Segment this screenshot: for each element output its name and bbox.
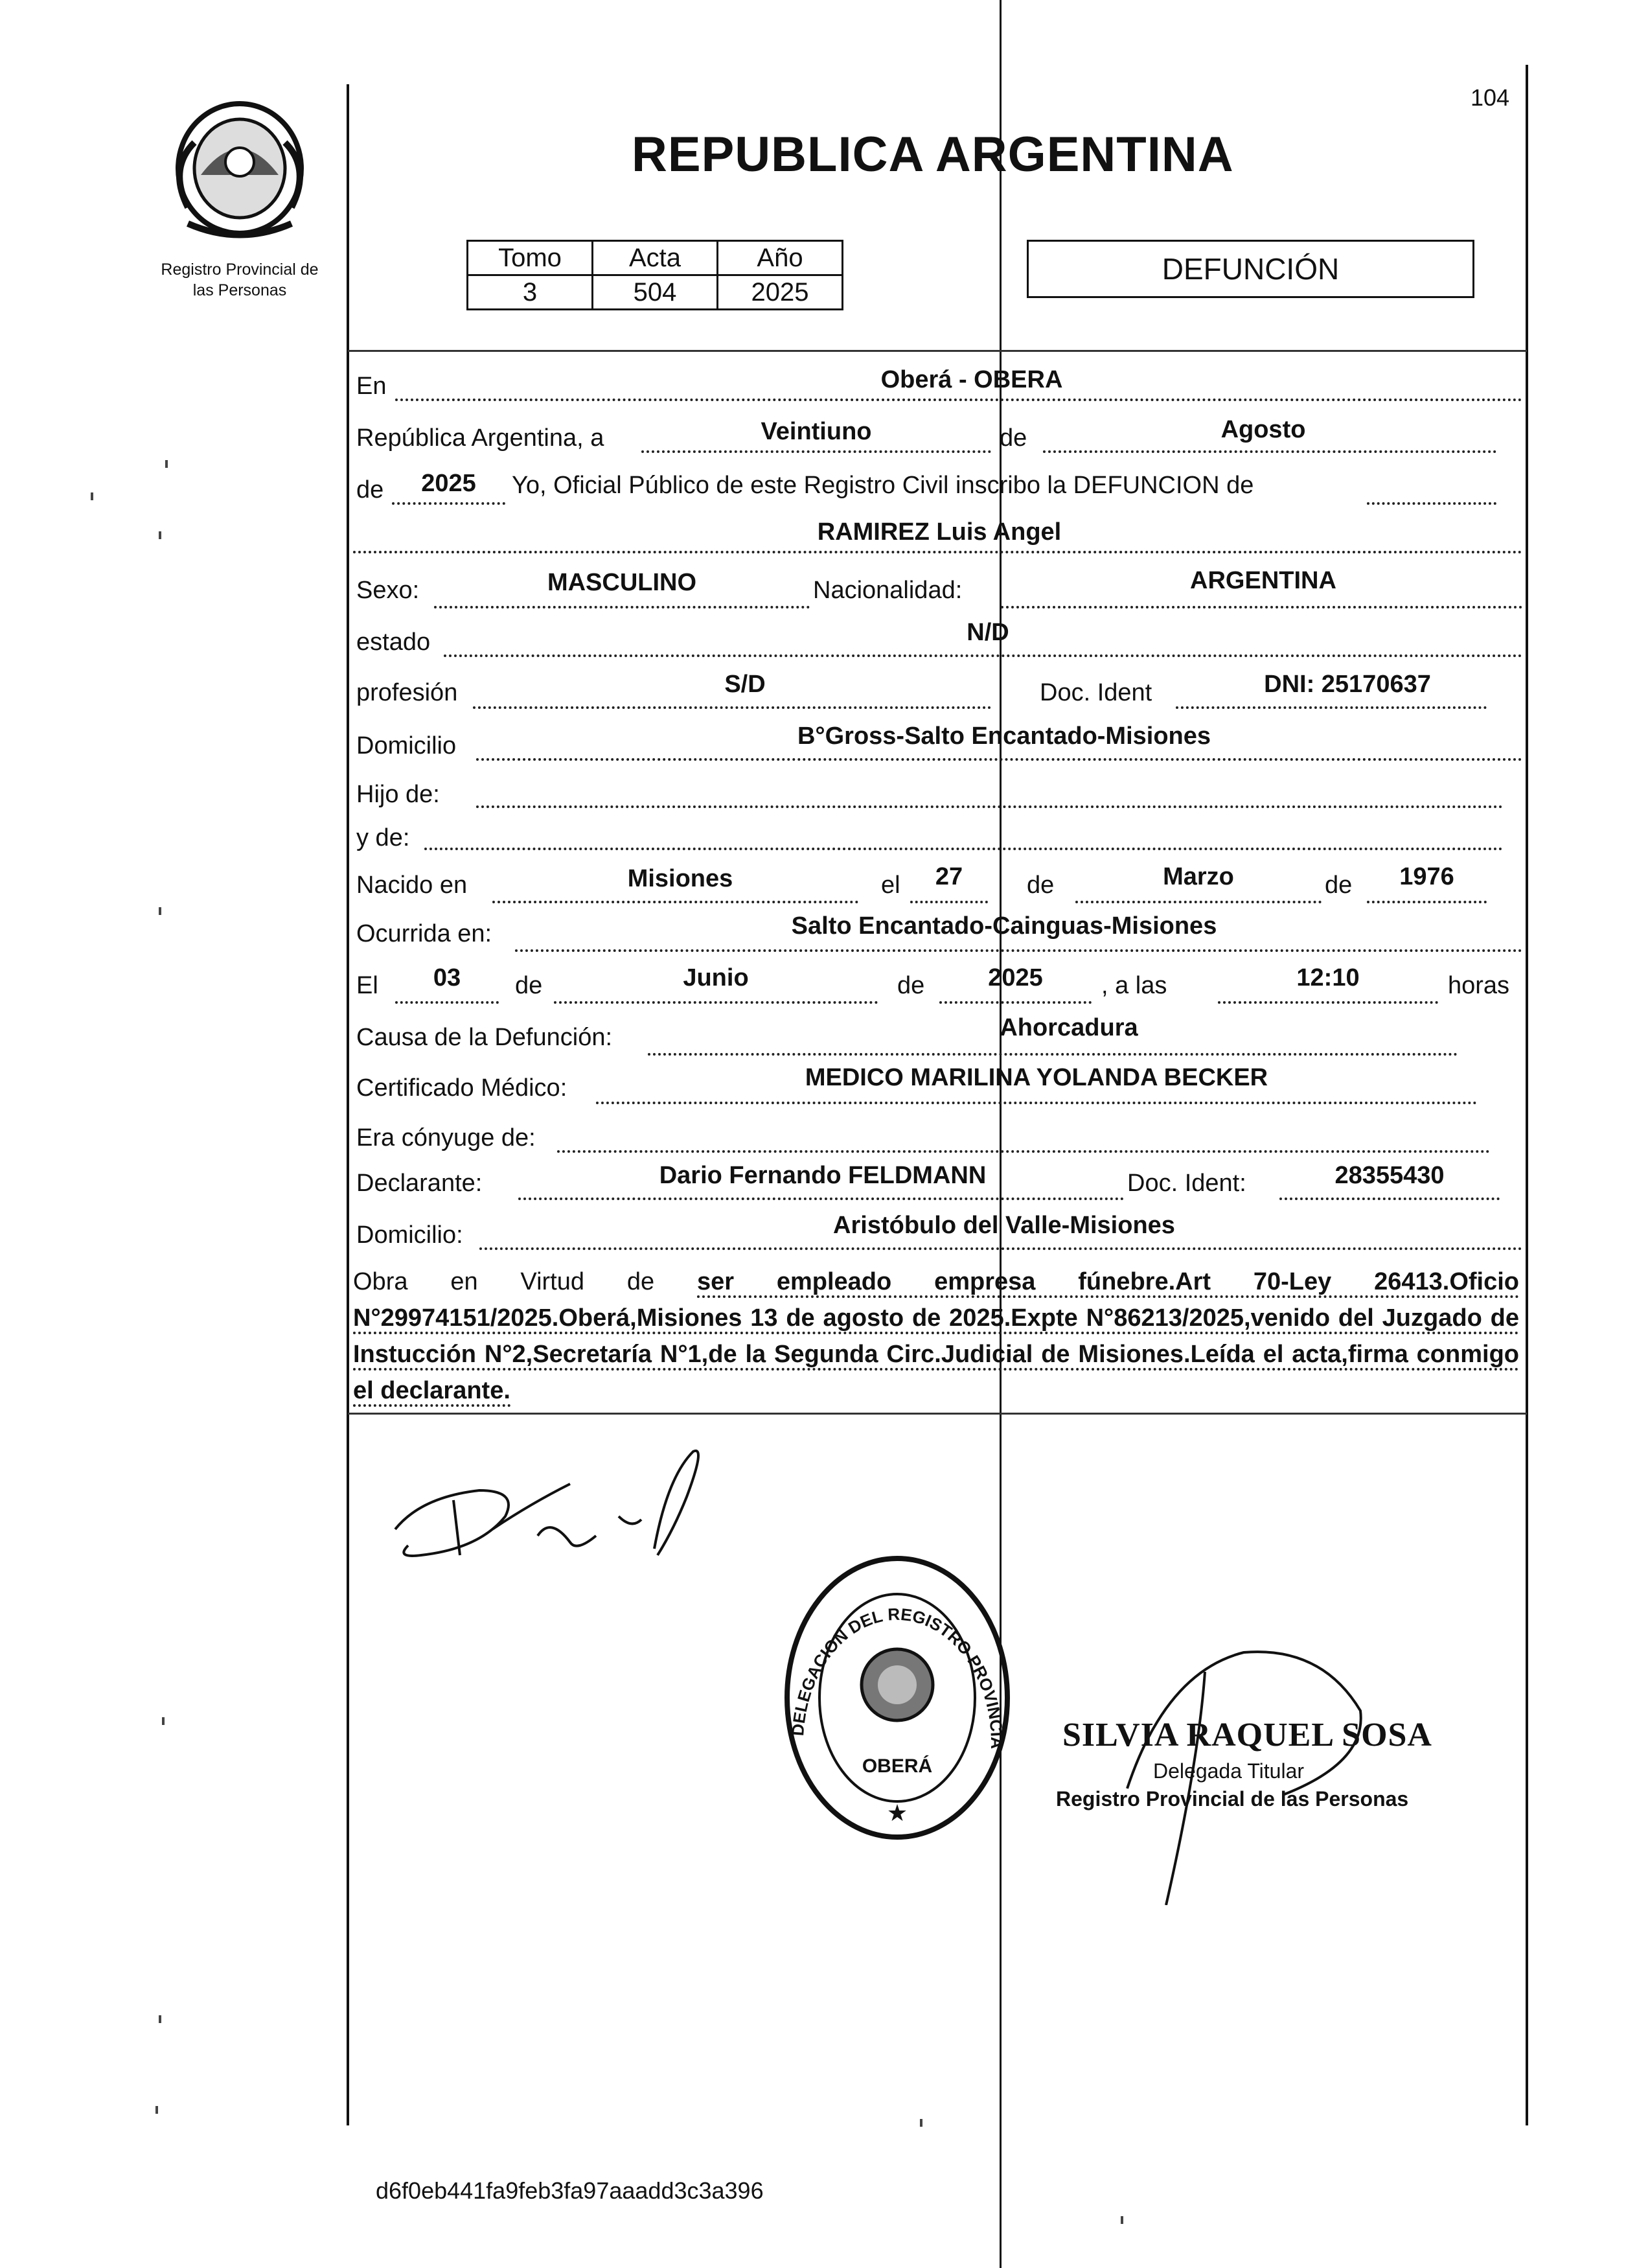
causa-line bbox=[648, 1053, 1458, 1056]
ocurrida-label: Ocurrida en: bbox=[356, 920, 492, 947]
death-day-line bbox=[395, 1001, 499, 1004]
estado-label: estado bbox=[356, 629, 431, 656]
en-value: Oberá - OBERA bbox=[880, 366, 1063, 393]
obra-prefix: Obra en Virtud de bbox=[353, 1268, 655, 1295]
org-name-line1: Registro Provincial de bbox=[161, 260, 319, 279]
registrar-org: Registro Provincial de las Personas bbox=[1056, 1787, 1409, 1811]
conyuge-line bbox=[557, 1150, 1490, 1153]
de-label-2: de bbox=[356, 476, 384, 503]
death-month-line bbox=[554, 1001, 878, 1004]
registry-header-ano: Año bbox=[718, 241, 843, 275]
conyuge-label: Era cónyuge de: bbox=[356, 1124, 536, 1151]
name-line bbox=[353, 551, 1522, 553]
doc-ident-label: Doc. Ident bbox=[1040, 679, 1152, 706]
registry-header-acta: Acta bbox=[593, 241, 718, 275]
de-label-4: de bbox=[1325, 872, 1353, 899]
ocurrida-line bbox=[515, 949, 1522, 952]
month-line bbox=[1043, 450, 1496, 453]
profesion-line bbox=[473, 706, 991, 709]
header-separator bbox=[348, 350, 1527, 352]
page-title: REPUBLICA ARGENTINA bbox=[632, 127, 1234, 182]
causa-label: Causa de la Defunción: bbox=[356, 1024, 613, 1051]
death-time: 12:10 bbox=[1296, 964, 1360, 991]
declarante-value: Dario Fernando FELDMANN bbox=[659, 1162, 987, 1189]
de-label-5: de bbox=[515, 972, 543, 999]
registry-table bbox=[466, 240, 843, 310]
hijo-line bbox=[476, 805, 1503, 808]
declarant-signature bbox=[382, 1439, 719, 1594]
nacido-month: Marzo bbox=[1163, 863, 1234, 890]
sexo-label: Sexo: bbox=[356, 577, 420, 604]
en-label: En bbox=[356, 373, 387, 400]
decl-dom-label: Domicilio: bbox=[356, 1221, 463, 1249]
obra-text: ser empleado empresa fúnebre.Art 70-Ley 26413.Oficio N°29974151/2025.Oberá,Misiones 13 de agosto de 2025.Expte N°86213/2025,venido del Juzgado de Instucción N°2,Secretaría N°1,de la Segunda Circ.Judicial de Misiones.Leída el acta,firma conmigo el declarante. bbox=[353, 1268, 1519, 1407]
stamp-ring-text: DELEGACION DEL REGISTRO PROVINCIA bbox=[788, 1604, 1007, 1750]
day-words-value: Veintiuno bbox=[761, 418, 872, 445]
yde-label: y de: bbox=[356, 824, 410, 851]
left-margin-line bbox=[347, 84, 349, 2125]
sexo-value: MASCULINO bbox=[547, 569, 697, 596]
declarante-line bbox=[518, 1198, 1124, 1200]
nacido-day: 27 bbox=[935, 863, 963, 890]
full-name: RAMIREZ Luis Angel bbox=[817, 518, 1062, 546]
registry-header-tomo: Tomo bbox=[468, 241, 593, 275]
ocurrida-value: Salto Encantado-Cainguas-Misiones bbox=[791, 912, 1217, 940]
registry-stamp bbox=[777, 1549, 1017, 1847]
nacido-label: Nacido en bbox=[356, 872, 468, 899]
domicilio-value: B°Gross-Salto Encantado-Misiones bbox=[797, 723, 1211, 750]
obra-paragraph bbox=[353, 1264, 1519, 1409]
svg-text:★: ★ bbox=[886, 1799, 908, 1826]
certificado-value: MEDICO MARILINA YOLANDA BECKER bbox=[805, 1064, 1268, 1091]
nacido-value: Misiones bbox=[627, 865, 733, 892]
hijo-label: Hijo de: bbox=[356, 781, 440, 808]
nacido-year-line bbox=[1367, 901, 1487, 903]
nacido-month-line bbox=[1075, 901, 1322, 903]
domicilio-label: Domicilio bbox=[356, 732, 457, 759]
certificado-line bbox=[596, 1102, 1477, 1104]
death-day: 03 bbox=[433, 964, 461, 991]
oficial-text: Yo, Oficial Público de este Registro Civil inscribo la DEFUNCION de bbox=[512, 472, 1254, 499]
de-label-1: de bbox=[1000, 424, 1027, 452]
de-label-6: de bbox=[897, 972, 925, 999]
decl-doc-label: Doc. Ident: bbox=[1127, 1170, 1246, 1197]
decl-doc-value: 28355430 bbox=[1334, 1162, 1445, 1189]
profesion-label: profesión bbox=[356, 679, 458, 706]
profesion-value: S/D bbox=[724, 671, 766, 698]
nacido-line bbox=[492, 901, 858, 903]
nacido-day-line bbox=[910, 901, 988, 903]
doc-ident-value: DNI: 25170637 bbox=[1264, 671, 1431, 698]
estado-line bbox=[444, 654, 1522, 657]
registry-value-ano: 2025 bbox=[718, 275, 843, 310]
registrar-role: Delegada Titular bbox=[1153, 1759, 1305, 1783]
month-value: Agosto bbox=[1220, 416, 1306, 443]
day-line bbox=[641, 450, 991, 453]
body-end-separator bbox=[348, 1413, 1527, 1415]
registry-value-tomo: 3 bbox=[468, 275, 593, 310]
nacido-year: 1976 bbox=[1399, 863, 1454, 890]
province-seal-logo bbox=[149, 97, 330, 246]
fold-line bbox=[1000, 0, 1002, 2268]
stamp-center-text: OBERÁ bbox=[862, 1755, 933, 1777]
death-year-line bbox=[939, 1001, 1092, 1004]
decl-doc-line bbox=[1279, 1198, 1500, 1200]
declarante-label: Declarante: bbox=[356, 1170, 483, 1197]
nacionalidad-line bbox=[1001, 606, 1522, 608]
nacionalidad-value: ARGENTINA bbox=[1190, 567, 1336, 594]
registry-table-value-row bbox=[468, 275, 843, 310]
page-number: 104 bbox=[1471, 84, 1510, 111]
certificado-label: Certificado Médico: bbox=[356, 1074, 567, 1102]
org-name-line2: las Personas bbox=[192, 281, 287, 299]
causa-value: Ahorcadura bbox=[1000, 1014, 1138, 1041]
doc-ident-line bbox=[1176, 706, 1487, 709]
death-year: 2025 bbox=[988, 964, 1043, 991]
year-line bbox=[392, 502, 505, 505]
decl-dom-line bbox=[479, 1247, 1522, 1250]
registrar-name: SILVIA RAQUEL SOSA bbox=[1062, 1717, 1432, 1753]
en-line bbox=[395, 399, 1522, 401]
horas-label: horas bbox=[1448, 972, 1510, 999]
death-time-line bbox=[1218, 1001, 1438, 1004]
decl-dom-value: Aristóbulo del Valle-Misiones bbox=[833, 1212, 1175, 1239]
year-value: 2025 bbox=[421, 470, 476, 497]
death-month: Junio bbox=[683, 964, 749, 991]
registry-value-acta: 504 bbox=[593, 275, 718, 310]
domicilio-line bbox=[476, 758, 1522, 761]
alas-label: , a las bbox=[1101, 972, 1167, 999]
nacionalidad-label: Nacionalidad: bbox=[813, 577, 963, 604]
el-cap-label: El bbox=[356, 972, 378, 999]
de-label-3: de bbox=[1027, 872, 1055, 899]
org-name bbox=[117, 259, 363, 301]
republica-label: República Argentina, a bbox=[356, 424, 604, 452]
document-hash: d6f0eb441fa9feb3fa97aaadd3c3a396 bbox=[376, 2177, 764, 2204]
sexo-line bbox=[434, 606, 810, 608]
el-label: el bbox=[881, 872, 900, 899]
oficial-line bbox=[1367, 502, 1496, 505]
estado-value: N/D bbox=[967, 619, 1009, 646]
right-margin-line bbox=[1526, 65, 1528, 2125]
yde-line bbox=[424, 848, 1503, 850]
record-type-box bbox=[1027, 240, 1474, 298]
record-type-label: DEFUNCIÓN bbox=[1162, 252, 1340, 286]
registry-table-header-row bbox=[468, 241, 843, 275]
